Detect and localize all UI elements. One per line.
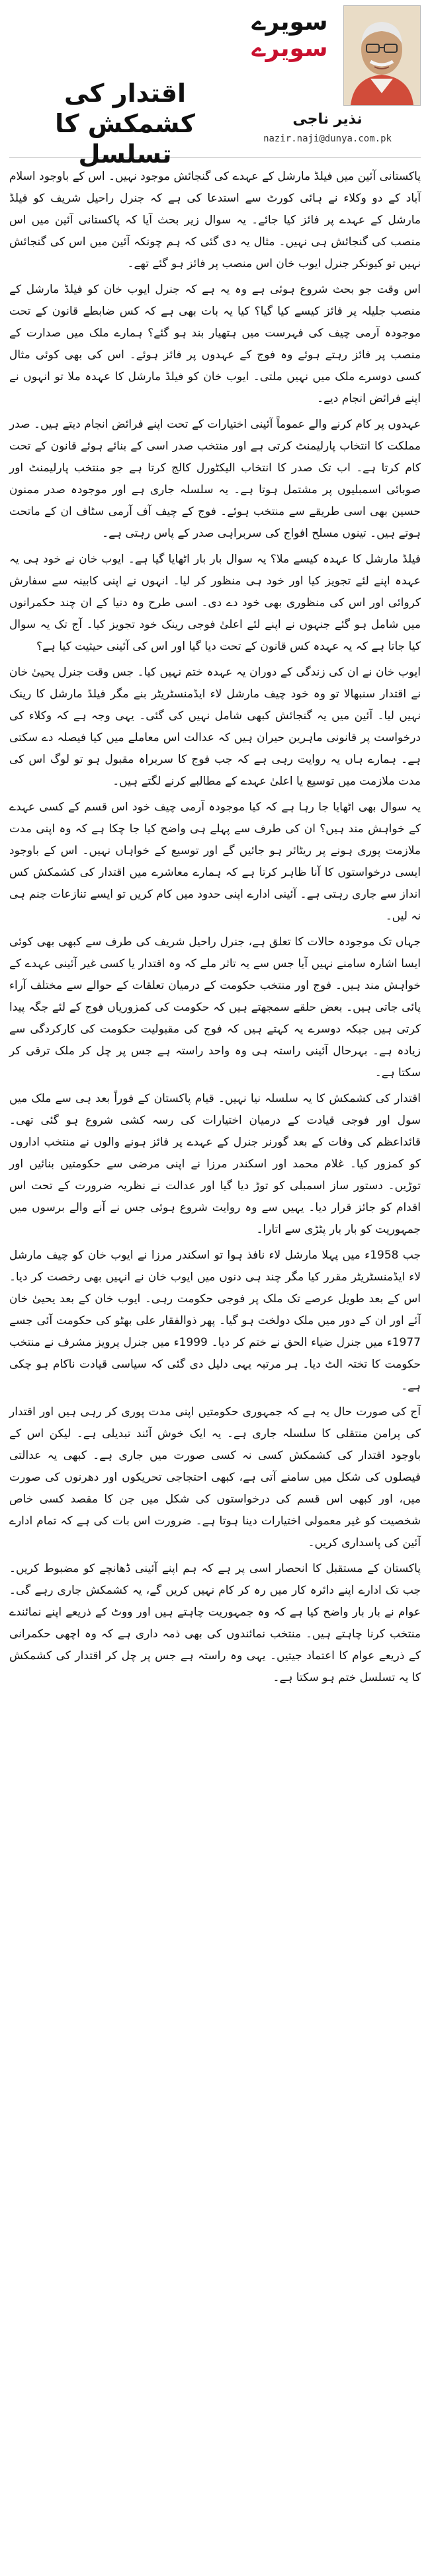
column-title [237,9,343,61]
column-masthead [9,5,421,169]
author-email: nazir.naji@dunya.com.pk [263,134,392,144]
article-paragraph: آج کی صورت حال یہ ہے کہ جمہوری حکومتیں اپنی مدت پوری کر رہی ہیں اور اقتدار کی پرامن منتقلی کا سلسلہ جاری ہے۔ یہ ایک خوش آئند تبدیلی ہے۔ لیکن اس کے باوجود اقتدار کی کشمکش کسی نہ کسی صورت میں جاری ہے۔ کبھی یہ عدالتی فیصلوں کی شکل میں سامنے آتی ہے، کبھی احتجاجی تحریکوں اور دھرنوں کی صورت میں، اور کبھی اس قسم کی درخواستوں کی شکل میں جن کا مقصد کسی خاص شخصیت کو غیر معمولی اختیارات دینا ہوتا ہے۔ ضرورت اس بات کی ہے کہ تمام ادارے آئین کی پاسداری کریں۔ [9,1405,421,1549]
column-title-line2: سویرے [251,34,328,62]
article-paragraph: فیلڈ مارشل کا عہدہ کیسے ملا؟ یہ سوال بار بار اٹھایا گیا ہے۔ ایوب خان نے خود ہی یہ عہدہ اپنے لئے تجویز کیا اور خود ہی منظور کر لیا۔ انہوں نے اپنی کابینہ سے سفارش کروائی اور اس کی منظوری بھی خود دے دی۔ اسی طرح وہ دنیا کے ان چند حکمرانوں میں شامل ہو گئے جنہوں نے اپنے لئے اعلیٰ فوجی رینک خود تجویز کیا۔ آج تک یہ سوال کیا جاتا ہے کہ یہ عہدہ کس قانون کے تحت دیا گیا اور اس کی آئینی حیثیت کیا ہے؟ [9,553,421,653]
article-body [9,158,421,1689]
article-paragraph: ایوب خان نے ان کی زندگی کے دوران یہ عہدہ ختم نہیں کیا۔ جس وقت جنرل یحییٰ خان نے اقتدار سنبھالا تو وہ خود چیف مارشل لاء ایڈمنسٹریٹر بنے مگر فیلڈ مارشل کا رینک نہیں لیا۔ آئین میں یہ گنجائش کبھی شامل نہیں کی گئی۔ یہی وجہ ہے کہ وکلاء کی درخواست پر قانونی ماہرین حیران ہیں کہ عدالت اس معاملے میں کیا فیصلہ دے سکتی ہے۔ ہمارے ہاں یہ روایت رہی ہے کہ جب فوج کا سربراہ مقبول ہو تو لوگ اس کی مدت ملازمت میں توسیع یا اعلیٰ عہدے کے مطالبے کرنے لگتے ہیں۔ [9,666,421,788]
article-paragraph: جہاں تک موجودہ حالات کا تعلق ہے، جنرل راحیل شریف کی طرف سے کبھی بھی کوئی ایسا اشارہ سامنے نہیں آیا جس سے یہ تاثر ملے کہ وہ اقتدار یا کسی غیر آئینی عہدے کے خواہش مند ہیں۔ فوج اور منتخب حکومت کے درمیان تعلقات کے حوالے سے مختلف آراء پائی جاتی ہیں۔ بعض حلقے سمجھتے ہیں کہ حکومت کی کمزوریاں فوج کے لئے جگہ پیدا کرتی ہیں جبکہ دوسرے یہ کہتے ہیں کہ فوج کی مقبولیت حکومت کی کارکردگی سے زیادہ ہے۔ بہرحال آئینی راستہ ہی وہ واحد راستہ ہے جس پر چل کر ملک ترقی کر سکتا ہے۔ [9,935,421,1079]
article-paragraph: اقتدار کی کشمکش کا یہ سلسلہ نیا نہیں۔ قیام پاکستان کے فوراً بعد ہی سے ملک میں سول اور فوجی قیادت کے درمیان اختیارات کی رسہ کشی شروع ہو گئی تھی۔ قائداعظم کی وفات کے بعد گورنر جنرل کے عہدے پر فائز ہونے والوں نے منتخب اداروں کو کمزور کیا۔ غلام محمد اور اسکندر مرزا نے اپنی مرضی سے حکومتیں بنائیں اور توڑیں۔ دستور ساز اسمبلی کو توڑ دیا گیا اور عدالت نے نظریہ ضرورت کے تحت اس اقدام کو جائز قرار دیا۔ یہیں سے وہ روایت شروع ہوئی جس نے آنے والے برسوں میں جمہوریت کو بار بار پٹڑی سے اتارا۔ [9,1092,421,1236]
article-paragraph: اس وقت جو بحث شروع ہوئی ہے وہ یہ ہے کہ جنرل ایوب خان کو فیلڈ مارشل کے منصب جلیلہ پر فائز کیسے کیا گیا؟ کیا یہ بات بھی ہے کہ کس ضابطے قانون کے تحت موجودہ آرمی چیف کی فہرست میں ہتھیار بند ہو گئے؟ ہمارے ملک میں صدارت کے منصب پر فائز رہتے ہوئے وہ فوج کے عہدوں پر فائز ہوئے۔ اس کی بھی کوئی مثال کسی دوسرے ملک میں نہیں ملتی۔ ایوب خان کو فیلڈ مارشل کا عہدہ ملا تو انہوں نے اپنے فرائض انجام دیے۔ [9,283,421,405]
article-paragraph: پاکستان کے مستقبل کا انحصار اسی پر ہے کہ ہم اپنے آئینی ڈھانچے کو مضبوط کریں۔ جب تک ادارے اپنے دائرہ کار میں رہ کر کام نہیں کریں گے، یہ کشمکش جاری رہے گی۔ عوام نے بار بار واضح کیا ہے کہ وہ جمہوریت چاہتے ہیں اور ووٹ کے ذریعے اپنے نمائندے منتخب کرنا چاہتے ہیں۔ منتخب نمائندوں کی بھی ذمہ داری ہے کہ وہ اچھی حکمرانی کے ذریعے عوام کا اعتماد جیتیں۔ یہی وہ راستہ ہے جس پر چل کر اقتدار کی کشمکش کا یہ تسلسل ختم ہو سکتا ہے۔ [9,1562,421,1684]
article-paragraph: جب 1958ء میں پہلا مارشل لاء نافذ ہوا تو اسکندر مرزا نے ایوب خان کو چیف مارشل لاء ایڈمنسٹریٹر مقرر کیا مگر چند ہی دنوں میں ایوب خان نے انہیں بھی رخصت کر دیا۔ اس کے بعد طویل عرصے تک ملک پر فوجی حکومت رہی۔ ایوب خان کے بعد یحییٰ خان آئے اور ان کے دور میں ملک دولخت ہو گیا۔ پھر ذوالفقار علی بھٹو کی حکومت آئی جسے 1977ء میں جنرل ضیاء الحق نے ختم کر دیا۔ 1999ء میں جنرل پرویز مشرف نے منتخب حکومت کا تختہ الٹ دیا۔ ہر مرتبہ یہی دلیل دی گئی کہ سیاسی قیادت ناکام ہو چکی ہے۔ [9,1249,421,1393]
column-logo [234,5,421,154]
article-paragraph: یہ سوال بھی اٹھایا جا رہا ہے کہ کیا موجودہ آرمی چیف خود اس قسم کے کسی عہدے کے خواہش مند ہیں؟ ان کی طرف سے پہلے ہی واضح کیا جا چکا ہے کہ وہ اپنی مدت ملازمت پوری ہونے پر ریٹائر ہو جائیں گے اور توسیع کے خواہاں نہیں۔ اس کے باوجود ایسی درخواستوں کا آنا ظاہر کرتا ہے کہ ہمارے معاشرے میں اقتدار کی کشمکش کس انداز سے جاری رہتی ہے۔ آئینی ادارے اپنی حدود میں کام کریں تو ایسے تنازعات جنم ہی نہ لیں۔ [9,800,421,923]
article-headline: اقتدار کی کشمکش کا تسلسل [55,79,195,169]
column-title-line1: سویرے [251,9,328,36]
article-paragraph: عہدوں پر کام کرنے والے عموماً آئینی اختیارات کے تحت اپنے فرائض انجام دیتے ہیں۔ صدر مملکت کا انتخاب پارلیمنٹ کرتی ہے اور منتخب صدر اسی کے بنائے ہوئے قانون کے تحت کام کرتا ہے۔ اب تک صدر کا انتخاب الیکٹورل کالج کرتا ہے جو منتخب پارلیمنٹ اور صوبائی اسمبلیوں پر مشتمل ہوتا ہے۔ یہ سلسلہ جاری ہے اور موجودہ صدر ممنون حسین بھی اسی طریقے سے منتخب ہوئے۔ فوج کے چیف آف آرمی سٹاف ان کے ماتحت ہوتے ہیں۔ تینوں مسلح افواج کی سربراہی صدر کے پاس رہتی ہے۔ [9,418,421,540]
author-photo [343,5,421,106]
author-name: نذیر ناجی [292,111,363,128]
article-paragraph: پاکستانی آئین میں فیلڈ مارشل کے عہدے کی گنجائش موجود نہیں۔ اس کے باوجود اسلام آباد کے دو وکلاء نے ہائی کورٹ سے استدعا کی ہے کہ جنرل راحیل شریف کو فیلڈ مارشل کے عہدے پر فائز کیا جائے۔ یہ سوال زیر بحث آیا کہ پاکستانی آئین میں اس منصب کی گنجائش ہی نہیں۔ مثال یہ دی گئی کہ ہم چونکہ آئین میں اس کی گنجائش نہیں تو کیونکر جنرل ایوب خان اس منصب پر فائز ہو گئے تھے۔ [9,170,421,270]
author-portrait-icon [344,6,420,105]
